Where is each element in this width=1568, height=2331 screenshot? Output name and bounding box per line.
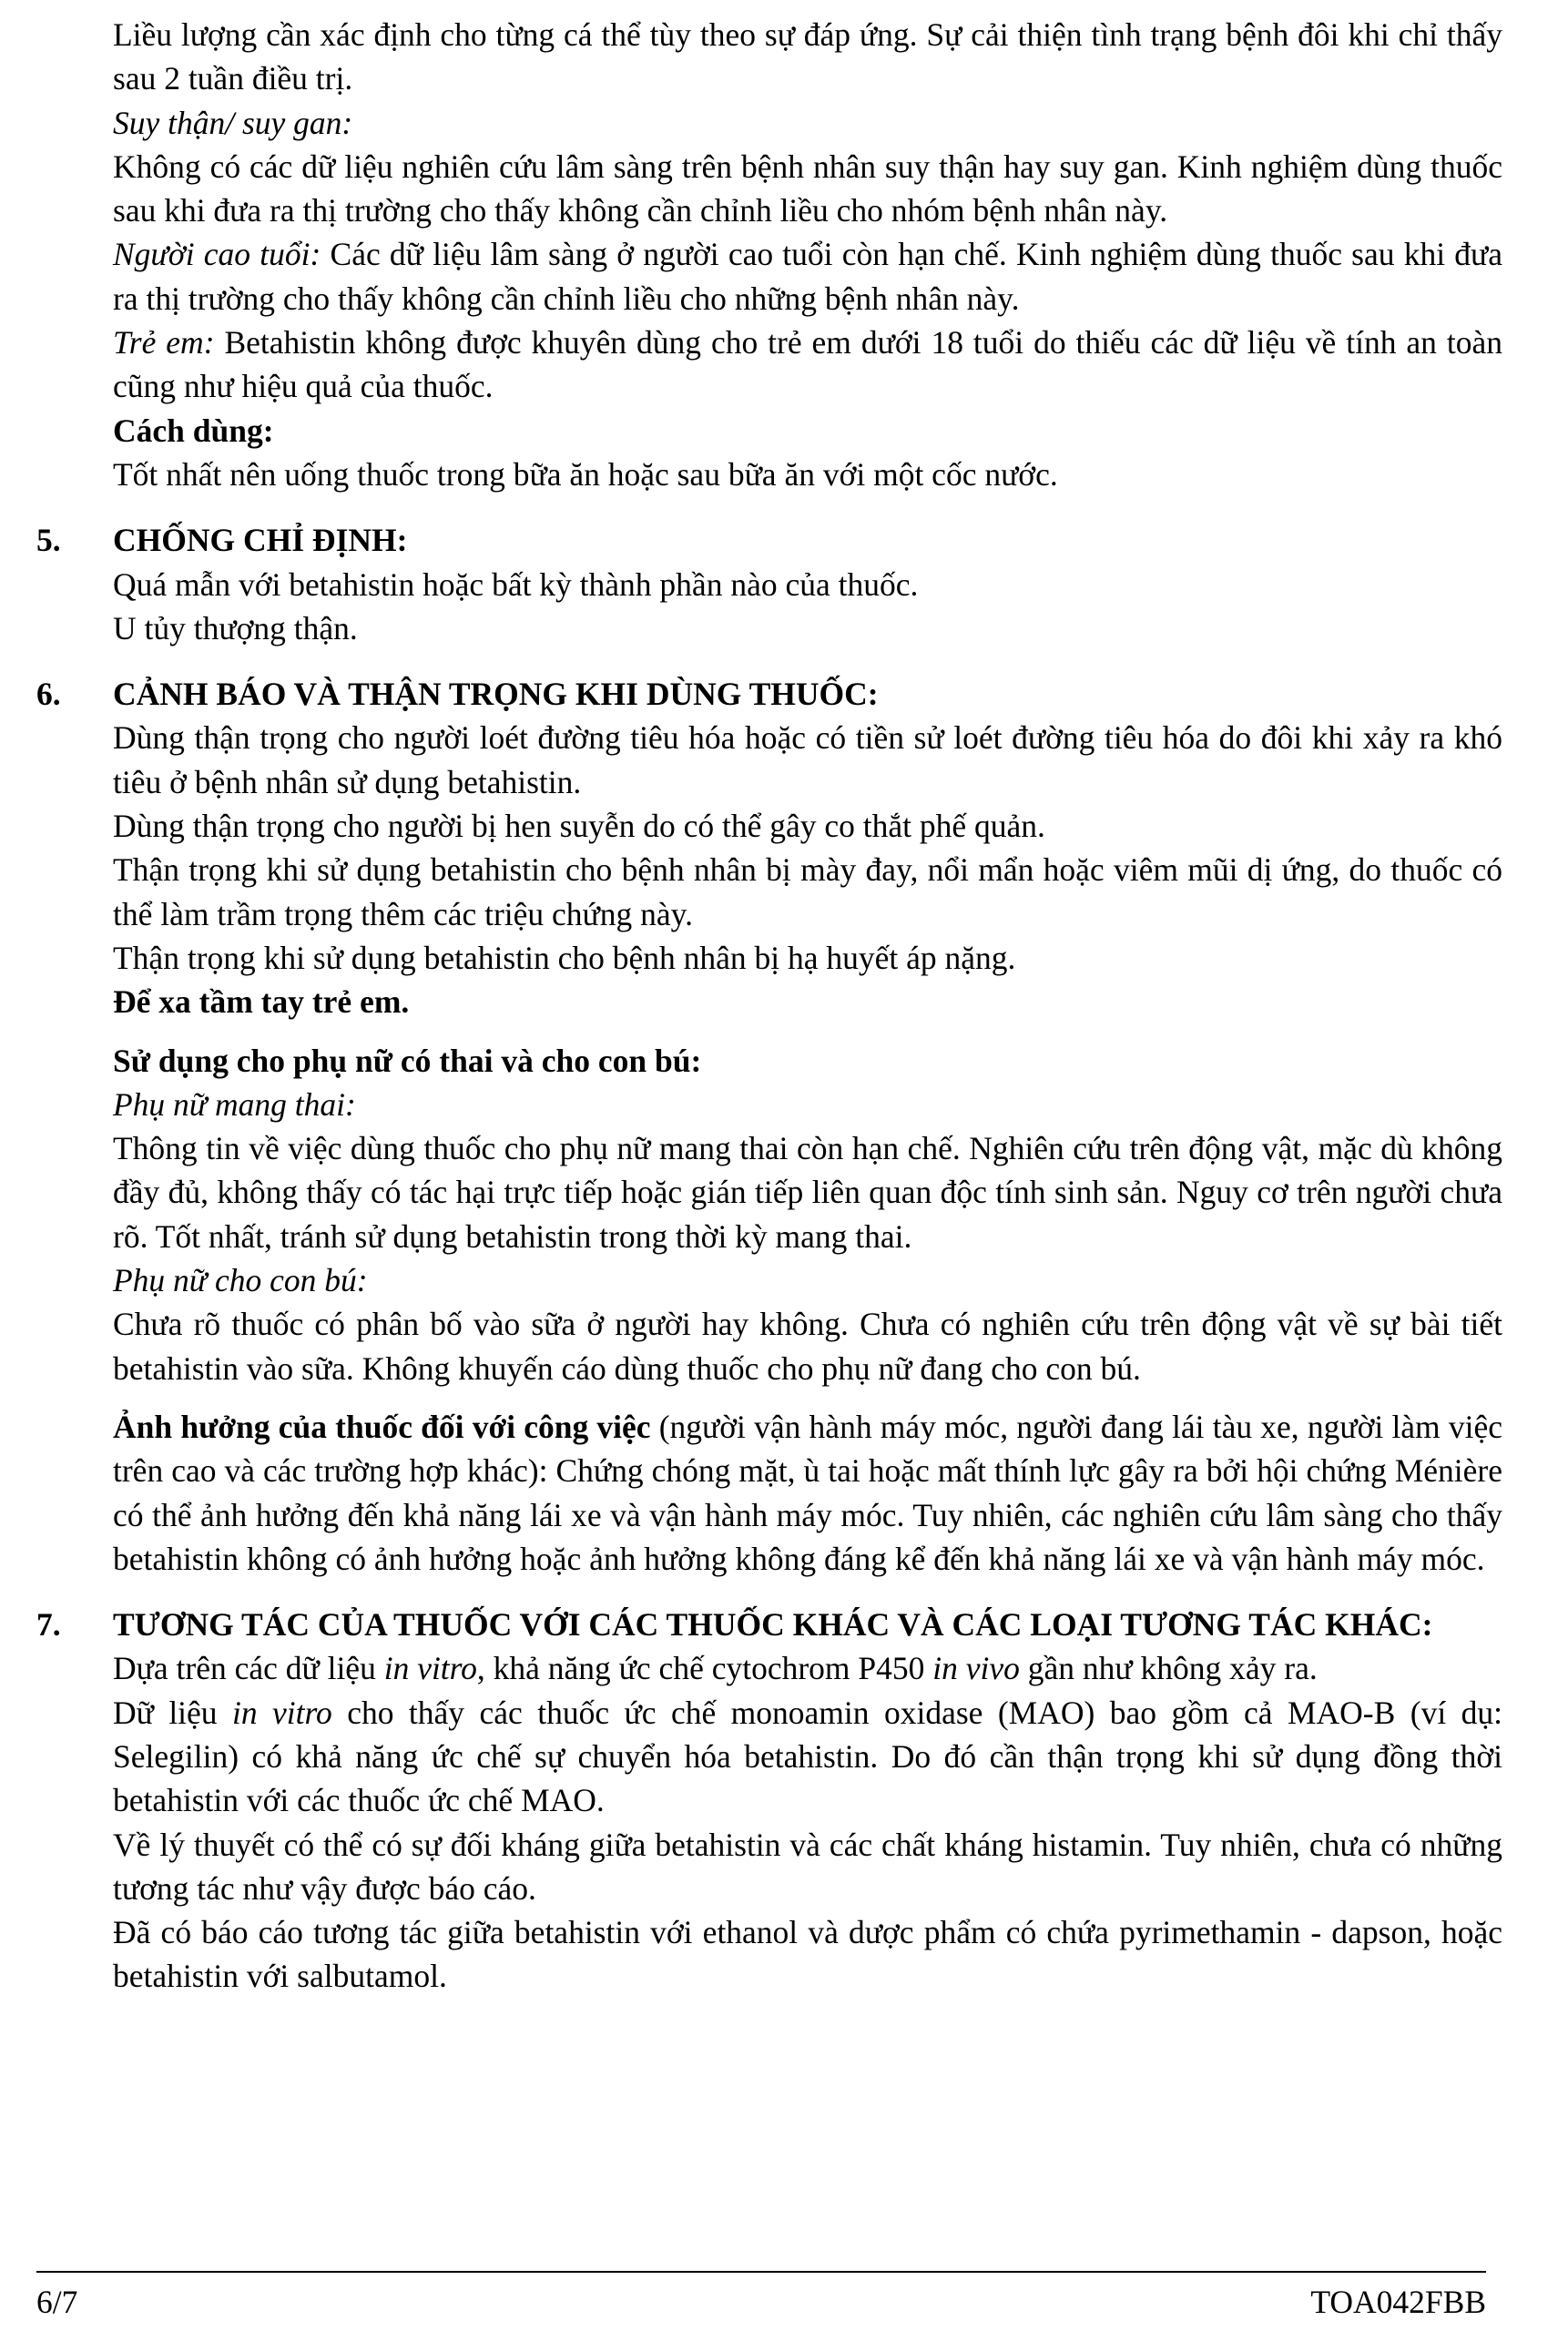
section-6-title: CẢNH BÁO VÀ THẬN TRỌNG KHI DÙNG THUỐC:: [113, 676, 879, 713]
italic-term: in vitro: [232, 1694, 332, 1731]
italic-term: in vivo: [932, 1650, 1020, 1687]
section-6-number: 6.: [36, 676, 61, 713]
dosage-block: [36, 13, 1502, 496]
document-code: TOA042FBB: [1310, 2284, 1486, 2320]
driving-paragraph: [113, 1405, 1502, 1581]
elderly-label: Người cao tuổi:: [113, 236, 321, 273]
italic-term: in vitro: [383, 1650, 477, 1687]
driving-heading: Ảnh hưởng của thuốc đối với công việc: [113, 1408, 651, 1445]
interaction-paragraph-2: [113, 1691, 1502, 1823]
renal-label: Suy thận/ suy gan:: [113, 104, 353, 141]
page-content: [36, 13, 1502, 1999]
section-7-heading: [36, 1603, 1502, 1646]
section-5-body: [36, 563, 1502, 651]
interaction-paragraph-1: [113, 1646, 1502, 1690]
interaction-paragraph-3: Về lý thuyết có thể có sự đối kháng giữa betahistin và các chất kháng histamin. Tuy nhiên, chưa có những tương tác như vậy được báo cáo.: [113, 1826, 1502, 1907]
section-7-number: 7.: [36, 1606, 61, 1644]
renal-text: Không có các dữ liệu nghiên cứu lâm sàng trên bệnh nhân suy thận hay suy gan. Kinh nghiệm dùng thuốc sau khi đưa ra thị trường cho thấy không cần chỉnh liều cho nhóm bệnh nhân này.: [113, 148, 1502, 229]
section-7-body: [36, 1646, 1502, 1998]
lactation-label: Phụ nữ cho con bú:: [113, 1262, 368, 1299]
section-6-heading: [36, 672, 1502, 716]
elderly-paragraph: [113, 232, 1502, 321]
text-run: Dựa trên các dữ liệu: [113, 1650, 384, 1687]
dosage-intro: Liều lượng cần xác định cho từng cá thể tùy theo sự đáp ứng. Sự cải thiện tình trạng bệnh đôi khi chỉ thấy sau 2 tuần điều trị.: [113, 16, 1502, 97]
text-run: cho thấy các thuốc ức chế monoamin oxidase (MAO) bao gồm cả MAO-B (ví dụ: Selegilin) có khả năng ức chế sự chuyển hóa betahistin. Do đó cần thận trọng khi sử dụng đồng thời betahistin với các thuốc ức chế MAO.: [113, 1694, 1502, 1819]
children-text: Betahistin không được khuyên dùng cho trẻ em dưới 18 tuổi do thiếu các dữ liệu về tính an toàn cũng như hiệu quả của thuốc.: [113, 324, 1502, 405]
page-number: 6/7: [36, 2284, 78, 2320]
pregnant-label: Phụ nữ mang thai:: [113, 1085, 356, 1123]
text-run: Dữ liệu: [113, 1694, 232, 1731]
contraindication-line: U tủy thượng thận.: [113, 609, 358, 646]
section-7-title: TƯƠNG TÁC CỦA THUỐC VỚI CÁC THUỐC KHÁC VÀ CÁC LOẠI TƯƠNG TÁC KHÁC:: [113, 1606, 1433, 1644]
section-6-body: [36, 716, 1502, 1581]
warning-line: Thận trọng khi sử dụng betahistin cho bệnh nhân bị mày đay, nổi mẩn hoặc viêm mũi dị ứng, do thuốc có thể làm trầm trọng thêm các triệu chứng này.: [113, 851, 1502, 932]
pregnant-text: Thông tin về việc dùng thuốc cho phụ nữ mang thai còn hạn chế. Nghiên cứu trên động vật, mặc dù không đầy đủ, không thấy có tác hại trực tiếp hoặc gián tiếp liên quan độc tính sinh sản. Nguy cơ trên người chưa rõ. Tốt nhất, tránh sử dụng betahistin trong thời kỳ mang thai.: [113, 1130, 1502, 1255]
warning-line: Thận trọng khi sử dụng betahistin cho bệnh nhân bị hạ huyết áp nặng.: [113, 939, 1016, 976]
usage-heading: Cách dùng:: [113, 412, 274, 449]
section-5-heading: [36, 518, 1502, 562]
lactation-text: Chưa rõ thuốc có phân bố vào sữa ở người hay không. Chưa có nghiên cứu trên động vật về sự bài tiết betahistin vào sữa. Không khuyến cáo dùng thuốc cho phụ nữ đang cho con bú.: [113, 1306, 1502, 1387]
keep-away-notice: Để xa tầm tay trẻ em.: [113, 983, 410, 1021]
footer-divider: [36, 2271, 1486, 2273]
driving-text: (người vận hành máy móc, người đang lái tàu xe, người làm việc trên cao và các trường hợp khác): Chứng chóng mặt, ù tai hoặc mất thính lực gây ra bởi hội chứng Ménière có thể ảnh hưởng đến khả năng lái xe và vận hành máy móc. Tuy nhiên, các nghiên cứu lâm sàng cho thấy betahistin không có ảnh hưởng hoặc ảnh hưởng không đáng kể đến khả năng lái xe và vận hành máy móc.: [113, 1408, 1502, 1577]
elderly-text: Các dữ liệu lâm sàng ở người cao tuổi còn hạn chế. Kinh nghiệm dùng thuốc sau khi đưa ra thị trường cho thấy không cần chỉnh liều cho những bệnh nhân này.: [113, 236, 1503, 317]
interaction-paragraph-4: Đã có báo cáo tương tác giữa betahistin với ethanol và dược phẩm có chứa pyrimethamin - dapson, hoặc betahistin với salbutamol.: [113, 1914, 1502, 1995]
text-run: , khả năng ức chế cytochrom P450: [476, 1650, 933, 1687]
children-label: Trẻ em:: [113, 324, 215, 361]
section-5-title: CHỐNG CHỈ ĐỊNH:: [113, 522, 408, 559]
section-5-number: 5.: [36, 522, 61, 559]
warning-line: Dùng thận trọng cho người bị hen suyễn do có thể gây co thắt phế quản.: [113, 808, 1045, 845]
contraindication-line: Quá mẫn với betahistin hoặc bất kỳ thành phần nào của thuốc.: [113, 565, 919, 603]
text-run: gần như không xảy ra.: [1019, 1650, 1318, 1687]
usage-text: Tốt nhất nên uống thuốc trong bữa ăn hoặc sau bữa ăn với một cốc nước.: [113, 455, 1058, 493]
pregnancy-heading: Sử dụng cho phụ nữ có thai và cho con bú:: [113, 1042, 702, 1079]
children-paragraph: [113, 321, 1502, 409]
warning-line: Dùng thận trọng cho người loét đường tiêu hóa hoặc có tiền sử loét đường tiêu hóa do đôi khi xảy ra khó tiêu ở bệnh nhân sử dụng betahistin.: [113, 719, 1502, 800]
